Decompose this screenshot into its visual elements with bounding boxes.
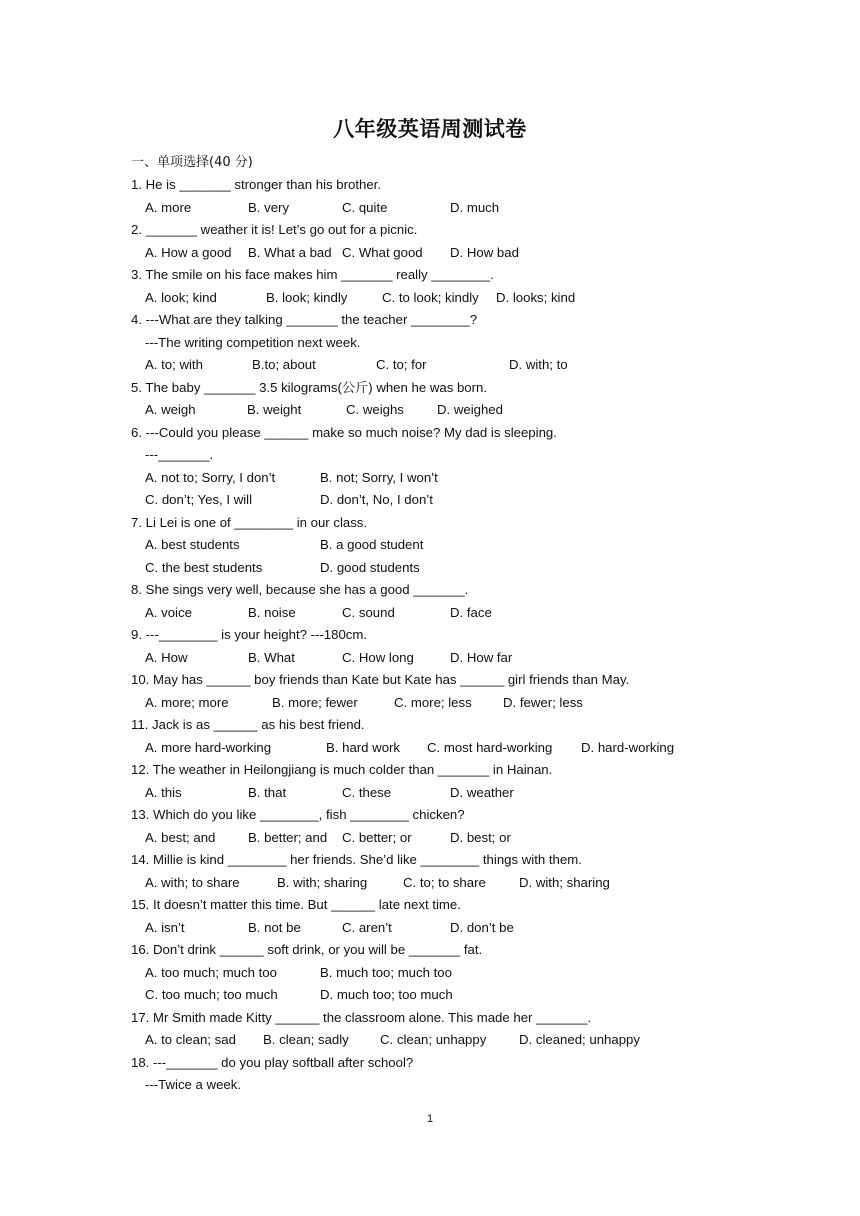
answer-option: A. more hard-working [145,739,272,755]
answer-option: C. to; to share [403,874,486,890]
question-subline: ---Twice a week. [145,1077,241,1092]
question-list [131,174,731,1097]
answer-option: A. to; with [145,357,203,372]
option-row [131,399,731,422]
answer-option: B. a good student [320,537,424,552]
answer-option: B. more; fewer [272,694,358,710]
answer-option: B. not; Sorry, I won’t [320,469,438,485]
question-text: 7. Li Lei is one of ________ in our class. [131,514,368,530]
answer-option: B. hard work [326,739,401,755]
question-subline: ---The writing competition next week. [145,334,361,350]
answer-option: A. not to; Sorry, I don’t [145,469,276,485]
option-row [131,984,731,1007]
question-text: 18. ---_______ do you play softball after school? [131,1054,414,1070]
question-text: 6. ---Could you please ______ make so much noise? My dad is sleeping. [131,424,557,440]
answer-option: C. to look; kindly [382,289,479,305]
answer-option: A. isn’t [145,919,185,935]
option-row [131,872,731,895]
answer-option: C. weighs [346,402,404,417]
answer-option: D. cleaned; unhappy [519,1032,640,1047]
answer-option: A. this [145,784,182,800]
answer-option: A. How a good [145,244,232,260]
question-text: 9. ---________ is your height? ---180cm. [131,627,368,642]
question-subline: ---_______. [145,447,214,462]
answer-option: D. How far [450,649,513,665]
question-text: 13. Which do you like ________, fish ________ chicken? [131,807,465,822]
answer-option: D. much too; too much [320,987,453,1002]
answer-option: A. to clean; sad [145,1032,236,1047]
option-row [131,737,731,760]
question-text: 3. The smile on his face makes him _______ really ________. [131,267,494,282]
answer-option: A. more; more [145,694,229,710]
question-text: 12. The weather in Heilongjiang is much colder than _______ in Hainan. [131,762,553,777]
section-heading: 一、单项选择(40 分) [131,155,253,170]
option-row [131,827,731,850]
question-text: 4. ---What are they talking _______ the teacher ________? [131,312,478,327]
answer-option: A. voice [145,604,192,620]
question-text: 14. Millie is kind ________ her friends. She’d like ________ things with them. [131,852,582,867]
answer-option: A. more [145,199,192,215]
answer-option: D. fewer; less [503,694,583,710]
option-row [131,962,731,985]
option-row [131,242,731,265]
option-row [131,489,731,512]
answer-option: B. weight [247,402,302,417]
answer-option: A. look; kind [145,289,217,305]
answer-option: D. good students [320,559,420,575]
answer-option: A. best; and [145,829,216,845]
answer-option: C. aren’t [342,919,392,935]
answer-option: A. too much; much too [145,964,277,980]
answer-option: D. How bad [450,244,519,260]
answer-option: B. What a bad [248,244,332,260]
answer-option: D. face [450,604,492,620]
answer-option: B. that [248,784,287,800]
question-text: 5. The baby _______ 3.5 kilograms(公斤) when he was born. [131,379,488,395]
answer-option: C. better; or [342,829,412,845]
question-text: 16. Don’t drink ______ soft drink, or you will be _______ fat. [131,942,483,957]
answer-option: D. much [450,199,500,215]
answer-option: C. to; for [376,357,427,372]
option-row [131,782,731,805]
question-text: 8. She sings very well, because she has a good _______. [131,582,469,597]
answer-option: B. better; and [248,829,328,845]
answer-option: C. don’t; Yes, I will [145,492,253,507]
answer-option: D. best; or [450,829,511,845]
option-row [131,647,731,670]
answer-option: D. don’t, No, I don’t [320,492,433,507]
option-row [131,602,731,625]
answer-option: A. best students [145,537,240,552]
answer-option: B.to; about [252,357,316,372]
option-row [131,1029,731,1052]
answer-option: D. weighed [437,402,503,417]
question-text: 17. Mr Smith made Kitty ______ the classroom alone. This made her _______. [131,1009,592,1025]
answer-option: B. with; sharing [277,874,368,890]
answer-option: A. How [145,649,188,665]
option-row [131,557,731,580]
question-text: 10. May has ______ boy friends than Kate but Kate has ______ girl friends than May. [131,672,630,687]
answer-option: D. don’t be [450,919,514,935]
option-row [131,692,731,715]
question-text: 11. Jack is as ______ as his best friend. [131,717,365,732]
option-row [131,197,731,220]
answer-option: C. the best students [145,559,263,575]
option-row [131,917,731,940]
answer-option: B. clean; sadly [263,1032,349,1047]
answer-option: C. How long [342,649,414,665]
option-row [131,354,731,377]
option-row [131,467,731,490]
answer-option: B. look; kindly [266,289,348,305]
answer-option: A. with; to share [145,874,240,890]
option-row [131,287,731,310]
option-row [131,534,731,557]
page-title: 八年级英语周测试卷 [333,116,527,141]
answer-option: C. sound [342,604,395,620]
page-number: 1 [426,1113,434,1125]
answer-option: C. these [342,784,392,800]
question-text: 15. It doesn’t matter this time. But ______ late next time. [131,897,461,912]
answer-option: A. weigh [145,402,196,417]
answer-option: C. too much; too much [145,987,278,1002]
answer-option: C. What good [342,244,423,260]
answer-option: B. very [248,199,290,215]
answer-option: C. more; less [394,694,472,710]
answer-option: C. clean; unhappy [380,1032,487,1047]
question-text: 1. He is _______ stronger than his brother. [131,177,381,192]
answer-option: B. What [248,649,295,665]
question-text: 2. _______ weather it is! Let’s go out for a picnic. [131,222,418,237]
answer-option: D. weather [450,784,514,800]
answer-option: B. much too; much too [320,964,452,980]
answer-option: D. with; to [509,357,568,372]
answer-option: D. looks; kind [496,289,576,305]
answer-option: B. not be [248,919,301,935]
answer-option: C. most hard-working [427,739,553,755]
answer-option: D. hard-working [581,739,675,755]
answer-option: B. noise [248,604,296,620]
answer-option: D. with; sharing [519,874,610,890]
answer-option: C. quite [342,199,388,215]
